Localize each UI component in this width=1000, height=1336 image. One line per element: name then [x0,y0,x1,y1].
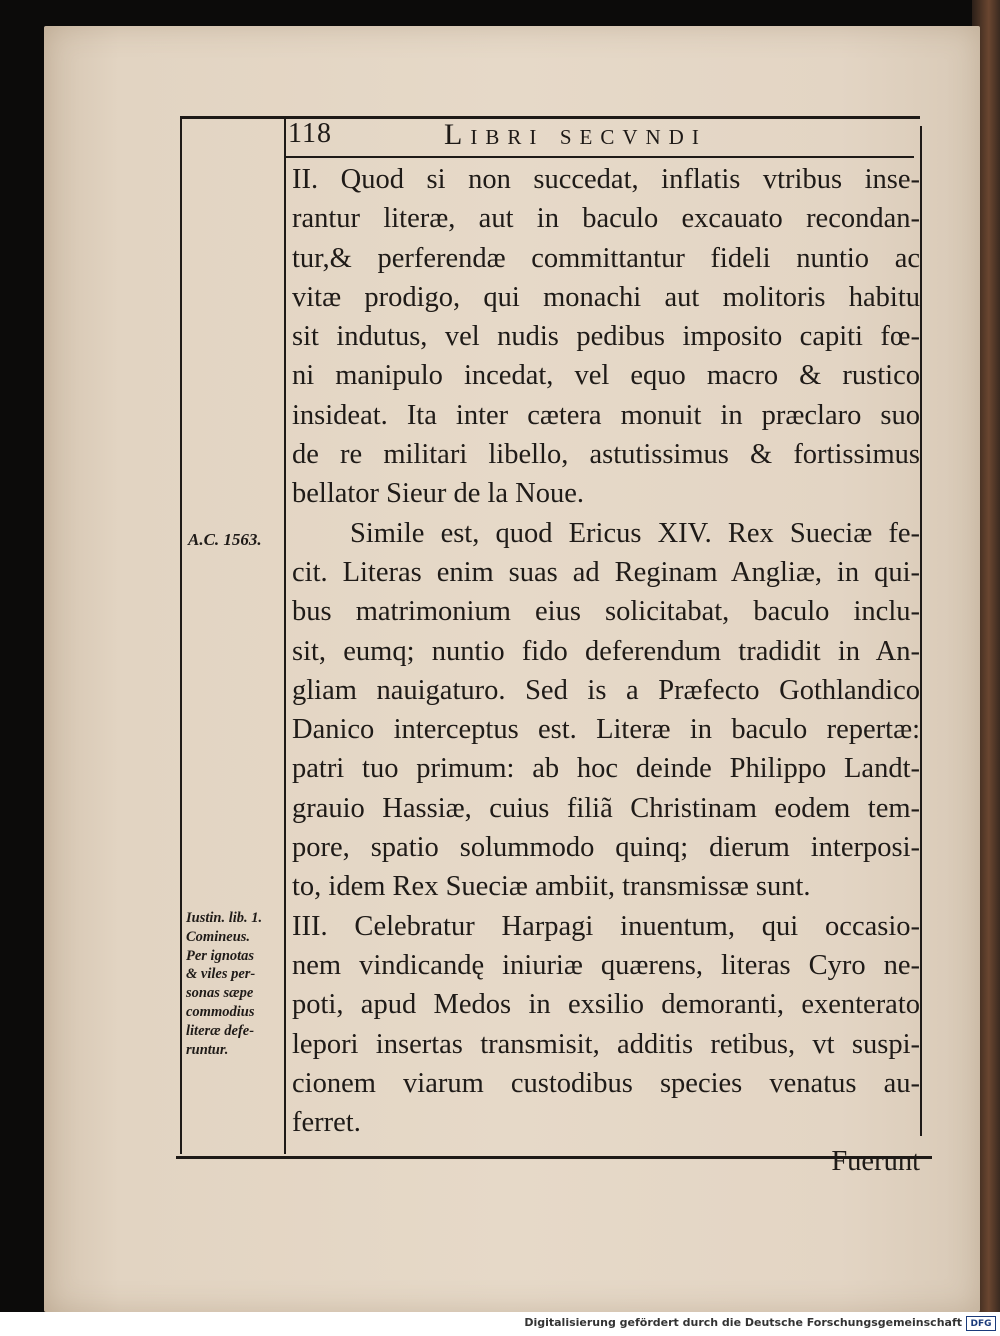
margin-note-reference [186,909,286,1059]
text-line: pore, spatio solummodo quinq; dierum interposi- [292,832,920,864]
right-rule [920,126,922,1136]
margin-note-date: A.C. 1563. [188,530,262,549]
text-line: lepori insertas transmisit, additis retibus, vt suspi- [292,1028,920,1060]
page-number: 118 [288,118,332,149]
margin-note-line: Comineus. [186,928,251,945]
body-text [292,160,920,1182]
dfg-logo-icon: DFG [966,1316,996,1331]
text-line: ni manipulo incedat, vel equo macro & rustico [292,360,920,392]
text-line: patri tuo primum: ab hoc deinde Philippo Landt- [292,753,920,785]
margin-note-line: runtur. [186,1041,229,1058]
running-head [288,118,918,158]
catchword: Fuerunt [831,1146,920,1178]
text-line: vitæ prodigo, qui monachi aut molitoris habitu [292,281,920,313]
text-line: II. Quod si non succedat, inflatis vtribus inse- [292,164,920,195]
text-line: grauio Hassiæ, cuius filiã Christinam eodem tem- [292,792,920,824]
text-line: de re militari libello, astutissimus & fortissimus [292,439,920,471]
text-line: ferret. [292,1107,361,1139]
margin-note-line: Per ignotas [186,947,255,964]
left-outer-rule [180,118,182,1154]
text-line: Danico interceptus est. Literæ in baculo repertæ: [292,714,920,746]
text-line: cit. Literas enim suas ad Reginam Angliæ, in qui- [292,556,920,588]
text-line: tur,& perferendæ committantur fideli nuntio ac [292,242,920,274]
running-title: Libri secvndi [444,118,707,151]
text-line: bus matrimonium eius solicitabat, baculo inclu- [292,596,920,628]
text-line: insideat. Ita inter cætera monuit in præclaro suo [292,399,920,431]
funding-credit: Digitalisierung gefördert durch die Deutsche Forschungsgemeinschaft [524,1316,962,1329]
margin-note-line: & viles per- [186,966,256,983]
text-line: bellator Sieur de la Noue. [292,478,585,510]
text-line: Simile est, quod Ericus XIV. Rex Sueciæ fe- [350,517,920,549]
footer-bar [0,1312,1000,1336]
margin-note-line: sonas sæpe [186,985,254,1002]
text-line: III. Celebratur Harpagi inuentum, qui occasio- [292,910,920,942]
margin-note-line: commodius [186,1003,255,1020]
text-line: cionem viarum custodibus species venatus au- [292,1067,920,1099]
text-line: rantur literæ, aut in baculo excauato recondan- [292,203,920,235]
text-line: gliam nauigaturo. Sed is a Præfecto Gothlandico [292,674,920,706]
text-line: poti, apud Medos in exsilio demoranti, exenterato [292,989,920,1021]
text-line: to, idem Rex Sueciæ ambiit, transmissæ sunt. [292,871,811,903]
margin-note-line: Iustin. lib. 1. [186,910,263,926]
margin-note-line: literæ defe- [186,1022,255,1039]
text-line: sit, eumq; nuntio fido deferendum tradidit in An- [292,635,920,667]
text-line: sit indutus, vel nudis pedibus imposito capiti fœ- [292,321,920,353]
text-line: nem vindicandę iniuriæ quærens, literas Cyro ne- [292,949,920,981]
